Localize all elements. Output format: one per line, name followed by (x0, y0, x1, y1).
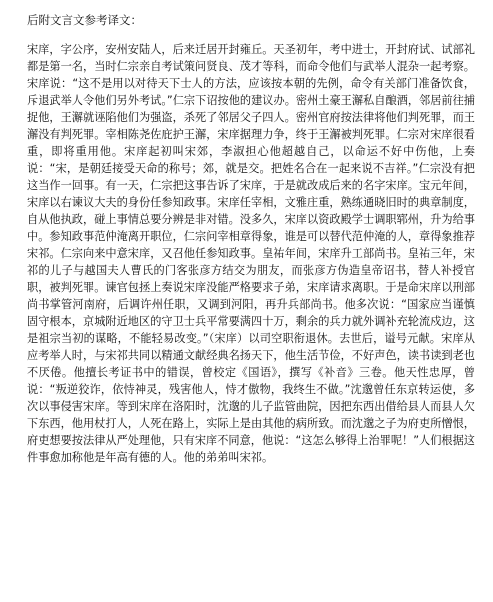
translation-body (27, 41, 475, 466)
translation-heading: 后附文言文参考译文： (27, 13, 142, 27)
translation-paragraph: 宋庠，字公序，安州安陆人，后来迁居开封雍丘。天圣初年，考中进士，开封府试、试部礼都是第一名，当时仁宗亲自考试策问贤良、茂才等科，而命令他们与武举人混杂一起考察。宋庠说：“这不是用以对待天下士人的方法，应该按本朝的先例，命令有关部门准备饮食，斥退武举人令他们另外考试。”仁宗下诏按他的建议办。密州土豪王澥私自酿酒，邻居前往捕捉他，王澥就诬陷他们为强盗，杀死了邻居父子四人。密州官府按法律将他们判死罪，而王澥没有判死罪。宰相陈尧佐庇护王澥，宋庠据理力争，终于王澥被判死罪。仁宗对宋庠很看重，即将重用他。宋庠起初叫宋郊，李淑担心他超越自己，以命运不好中伤他，上奏说：“宋，是朝廷接受天命的称号；郊，就是交。把姓名合在一起来说不吉祥。”仁宗没有把这当作一回事。有一天，仁宗把这事告诉了宋庠，于是就改成后来的名字宋庠。宝元年间，宋庠以右谏议大夫的身份任参知政事。宋庠任宰相，文雅庄重，熟练通晓旧时的典章制度，自从他执政，碰上事情总要分辨是非对错。没多久，宋庠以资政殿学士调职郓州，升为给事中。参知政事范仲淹离开职位，仁宗问宰相章得象，谁是可以替代范仲淹的人，章得象推荐宋祁。仁宗向来中意宋庠，又召他任参知政事。皇祐年间，宋庠升工部尚书。皇祐三年，宋祁的儿子与越国夫人曹氏的门客张彦方结交为朋友，而张彦方伪造皇帝诏书，替人补授官职，被判死罪。谏官包拯上奏说宋庠没能严格要求子弟，宋庠请求离职。于是命宋庠以刑部尚书掌管河南府，后调许州任职，又调到河阳，再升兵部尚书。他多次说：“国家应当谨慎固守根本，京城附近地区的守卫士兵平常要满四十万，剩余的兵力就外调补充轮流戍边，这是祖宗当初的谋略，不能轻易改变。”（宋庠）以司空职衔退休。去世后，谥号元献。宋庠从应考举人时，与宋祁共同以精通文献经典名扬天下，他生活节俭，不好声色，读书读到老也不厌倦。他擅长考证书中的错误，曾校定《国语》，撰写《补音》三卷。他天性忠厚，曾说：“叛逆狡诈，依恃神灵，残害他人，恃才傲物，我终生不做。”沈邈曾任东京转运使，多次以事侵害宋庠。等到宋庠在洛阳时，沈邈的儿子监管曲院，因把东西出借给县人而县人欠下东西，他用杖打人，人死在路上，实际上是由其他的病所致。而沈邈之子为府吏所憎恨，府吏想要按法律从严处理他，只有宋庠不同意，他说：“这怎么够得上治罪呢！”人们根据这件事愈加称他是年高有德的人。他的弟弟叫宋祁。 (27, 43, 475, 464)
